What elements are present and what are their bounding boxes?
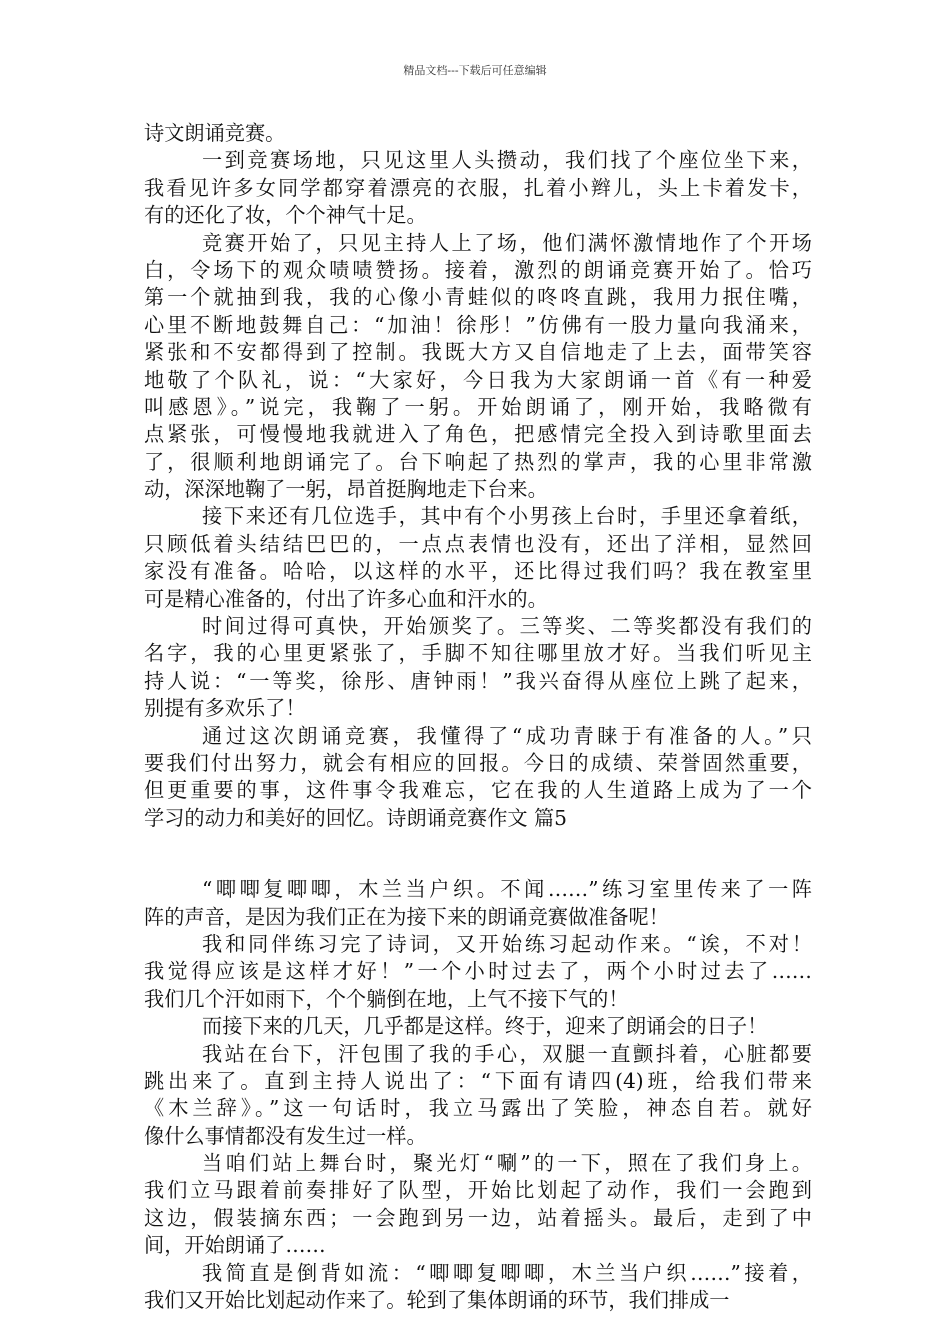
text-line: 我们几个汗如雨下，个个躺倒在地，上气不接下气的！ bbox=[144, 986, 629, 1011]
text-line: 我看见许多女同学都穿着漂亮的衣服，扎着小辫儿，头上卡着发卡， bbox=[144, 175, 812, 200]
essay-part-1 bbox=[144, 120, 812, 832]
text-line: 地敬了个队礼，说：“大家好，今日我为大家朗诵一首《有一种爱 bbox=[144, 367, 812, 392]
section-gap bbox=[144, 832, 812, 876]
paragraph bbox=[144, 723, 812, 833]
text-line: 心里不断地鼓舞自己：“加油！徐彤！”仿佛有一股力量向我涌来， bbox=[144, 312, 812, 337]
text-line: 我站在台下，汗包围了我的手心，双腿一直颤抖着，心脏都要 bbox=[202, 1041, 812, 1066]
text-line: 我们又开始比划起动作来了。轮到了集体朗诵的环节，我们排成一 bbox=[144, 1288, 730, 1313]
essay-part-2 bbox=[144, 876, 812, 1314]
text-line: 时间过得可真快，开始颁奖了。三等奖、二等奖都没有我们的 bbox=[202, 614, 812, 639]
text-line: 竞赛开始了，只见主持人上了场，他们满怀激情地作了个开场 bbox=[202, 230, 812, 255]
text-line: 我觉得应该是这样才好！”一个小时过去了，两个小时过去了…… bbox=[144, 959, 812, 984]
text-line: 只顾低着头结结巴巴的，一点点表情也没有，还出了洋相，显然回 bbox=[144, 531, 812, 556]
paragraph bbox=[144, 147, 812, 229]
paragraph bbox=[144, 1260, 812, 1315]
text-line: 叫感恩》。”说完，我鞠了一躬。开始朗诵了，刚开始，我略微有 bbox=[144, 394, 812, 419]
text-line: 动，深深地鞠了一躬，昂首挺胸地走下台来。 bbox=[144, 477, 548, 502]
text-line: 了，很顺利地朗诵完了。台下响起了热烈的掌声，我的心里非常激 bbox=[144, 449, 812, 474]
paragraph bbox=[144, 931, 812, 1013]
paragraph bbox=[144, 1041, 812, 1151]
text-line: 这边，假装摘东西；一会跑到另一边，站着摇头。最后，走到了中 bbox=[144, 1205, 812, 1230]
paragraph bbox=[144, 876, 812, 931]
text-line: 通过这次朗诵竞赛，我懂得了“成功青睐于有准备的人。”只 bbox=[202, 723, 812, 748]
text-line: 当咱们站上舞台时，聚光灯“唰”的一下，照在了我们身上。 bbox=[202, 1151, 812, 1176]
text-line: 阵的声音，是因为我们正在为接下来的朗诵竞赛做准备呢！ bbox=[144, 904, 669, 929]
paragraph bbox=[144, 120, 812, 147]
document-body bbox=[144, 120, 812, 1314]
text-line: “唧唧复唧唧，木兰当户织。不闻……”练习室里传来了一阵 bbox=[202, 877, 812, 902]
text-line: 跳出来了。直到主持人说出了：“下面有请四(4)班，给我们带来 bbox=[144, 1068, 812, 1093]
page-header: 精品文档---下载后可任意编辑 bbox=[403, 64, 547, 77]
text-line: 接下来还有几位选手，其中有个小男孩上台时，手里还拿着纸， bbox=[202, 504, 812, 529]
text-line: 可是精心准备的，付出了许多心血和汗水的。 bbox=[144, 586, 548, 611]
paragraph bbox=[144, 613, 812, 723]
text-line: 我简直是倒背如流：“唧唧复唧唧，木兰当户织……”接着， bbox=[202, 1260, 812, 1285]
text-line: 间，开始朗诵了…… bbox=[144, 1233, 326, 1258]
paragraph bbox=[144, 230, 812, 504]
text-line: 别提有多欢乐了！ bbox=[144, 696, 306, 721]
text-line: 持人说：“一等奖，徐彤、唐钟雨！”我兴奋得从座位上跳了起来， bbox=[144, 668, 812, 693]
text-line: 白，令场下的观众啧啧赞扬。接着，激烈的朗诵竞赛开始了。恰巧 bbox=[144, 257, 812, 282]
text-line: 有的还化了妆，个个神气十足。 bbox=[144, 203, 427, 228]
text-line: 要我们付出努力，就会有相应的回报。今日的成绩、荣誉固然重要， bbox=[144, 750, 812, 775]
text-line: 我们立马跟着前奏排好了队型，开始比划起了动作，我们一会跑到 bbox=[144, 1178, 812, 1203]
paragraph bbox=[144, 1150, 812, 1260]
text-line: 点紧张，可慢慢地我就进入了角色，把感情完全投入到诗歌里面去 bbox=[144, 422, 812, 447]
text-line: 而接下来的几天，几乎都是这样。终于，迎来了朗诵会的日子！ bbox=[202, 1014, 768, 1039]
paragraph bbox=[144, 503, 812, 613]
text-line: 家没有准备。哈哈，以这样的水平，还比得过我们吗？我在教室里 bbox=[144, 559, 812, 584]
text-line: 诗文朗诵竞赛。 bbox=[144, 121, 286, 145]
text-line: 像什么事情都没有发生过一样。 bbox=[144, 1123, 427, 1148]
text-line: 《木兰辞》。”这一句话时，我立马露出了笑脸，神态自若。就好 bbox=[144, 1096, 812, 1121]
paragraph bbox=[144, 1013, 812, 1040]
text-line: 紧张和不安都得到了控制。我既大方又自信地走了上去，面带笑容 bbox=[144, 340, 812, 365]
text-line: 名字，我的心里更紧张了，手脚不知往哪里放才好。当我们听见主 bbox=[144, 641, 812, 666]
text-line: 我和同伴练习完了诗词，又开始练习起动作来。“诶，不对！ bbox=[202, 931, 812, 956]
text-line: 学习的动力和美好的回忆。诗朗诵竞赛作文 篇5 bbox=[144, 805, 568, 830]
text-line: 第一个就抽到我，我的心像小青蛙似的咚咚直跳，我用力抿住嘴， bbox=[144, 285, 812, 310]
text-line: 一到竞赛场地，只见这里人头攒动，我们找了个座位坐下来， bbox=[202, 148, 812, 173]
text-line: 但更重要的事，这件事令我难忘，它在我的人生道路上成为了一个 bbox=[144, 778, 812, 803]
